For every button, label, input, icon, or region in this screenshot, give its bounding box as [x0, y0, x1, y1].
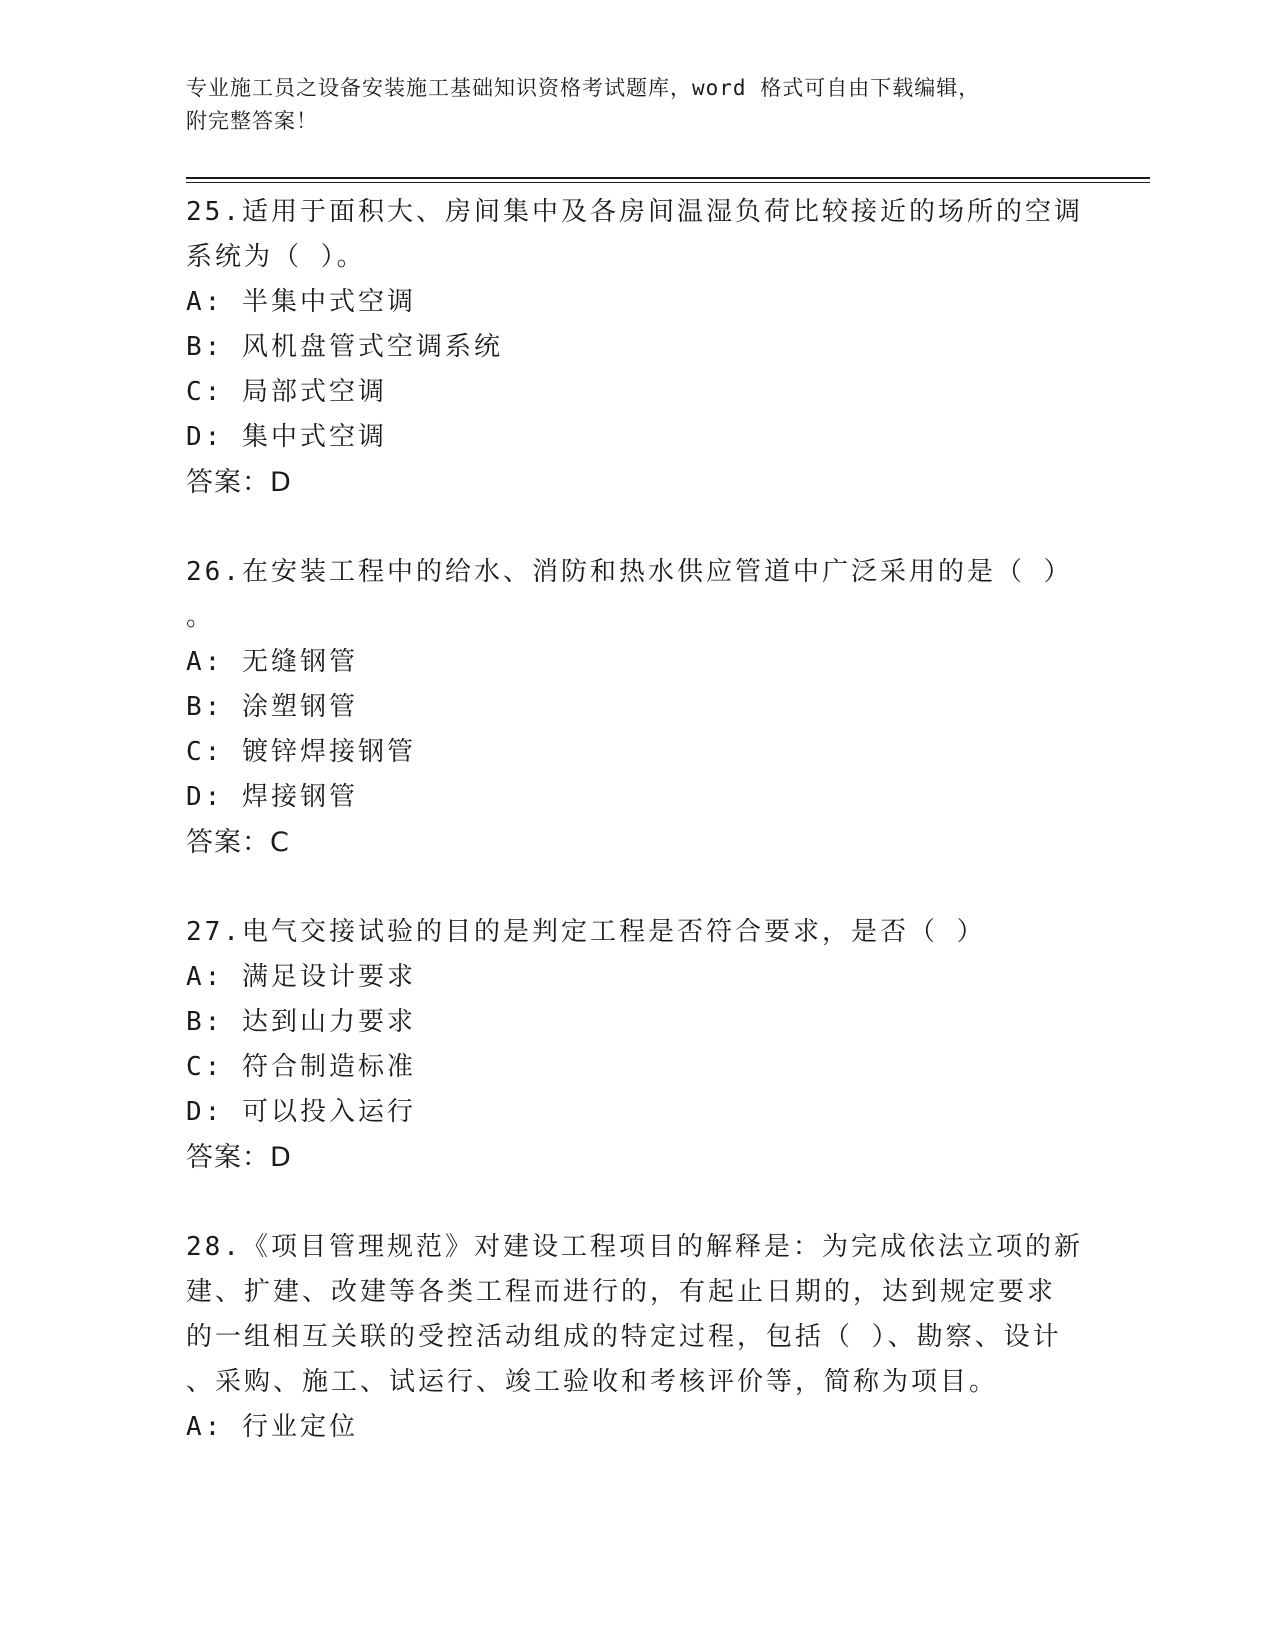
option-d: D: 焊接钢管 [186, 782, 358, 812]
header-line-2: 附完整答案！ [186, 109, 318, 133]
question-stem-line: 系统为（ ）。 [186, 242, 366, 272]
spacer [186, 865, 1086, 910]
question-stem-line: 。 [186, 602, 216, 632]
question-stem [186, 910, 1086, 955]
option-b: B: 风机盘管式空调系统 [186, 332, 503, 362]
option-b: B: 涂塑钢管 [186, 692, 358, 722]
question-26 [186, 550, 1086, 865]
header-divider-thick [186, 177, 1150, 179]
option-a: A: 无缝钢管 [186, 647, 358, 677]
question-stem-line: 25.适用于面积大、房间集中及各房间温湿负荷比较接近的场所的空调 [186, 197, 1083, 227]
question-stem-line: 建、扩建、改建等各类工程而进行的，有起止日期的，达到规定要求 [186, 1277, 1057, 1307]
question-stem-line: 的一组相互关联的受控活动组成的特定过程，包括（ ）、勘察、设计 [186, 1322, 1062, 1352]
question-25 [186, 190, 1086, 505]
answer-line: 答案：D [186, 467, 292, 498]
option-c: C: 镀锌焊接钢管 [186, 737, 416, 767]
document-header [186, 72, 1066, 138]
header-line-1: 专业施工员之设备安装施工基础知识资格考试题库，word 格式可自由下载编辑， [186, 76, 981, 100]
question-28 [186, 1225, 1086, 1450]
answer-line: 答案：C [186, 827, 290, 858]
option-a: A: 半集中式空调 [186, 287, 416, 317]
answer-line: 答案：D [186, 1142, 292, 1173]
question-stem-line: 27.电气交接试验的目的是判定工程是否符合要求，是否（ ） [186, 917, 986, 947]
option-b: B: 达到山力要求 [186, 1007, 416, 1037]
spacer [186, 505, 1086, 550]
option-d: D: 可以投入运行 [186, 1097, 416, 1127]
option-c: C: 符合制造标准 [186, 1052, 416, 1082]
option-d: D: 集中式空调 [186, 422, 387, 452]
option-a: A: 满足设计要求 [186, 962, 416, 992]
question-27 [186, 910, 1086, 1180]
question-list [186, 190, 1086, 1450]
option-a: A: 行业定位 [186, 1412, 358, 1442]
question-stem [186, 190, 1086, 280]
question-stem-line: 、采购、施工、试运行、竣工验收和考核评价等，简称为项目。 [186, 1367, 999, 1397]
question-stem [186, 1225, 1086, 1405]
option-c: C: 局部式空调 [186, 377, 387, 407]
question-stem [186, 550, 1086, 640]
question-stem-line: 28.《项目管理规范》对建设工程项目的解释是：为完成依法立项的新 [186, 1232, 1083, 1262]
spacer [186, 1180, 1086, 1225]
header-divider-thin [186, 182, 1150, 183]
question-stem-line: 26.在安装工程中的给水、消防和热水供应管道中广泛采用的是（ ） [186, 557, 1073, 587]
